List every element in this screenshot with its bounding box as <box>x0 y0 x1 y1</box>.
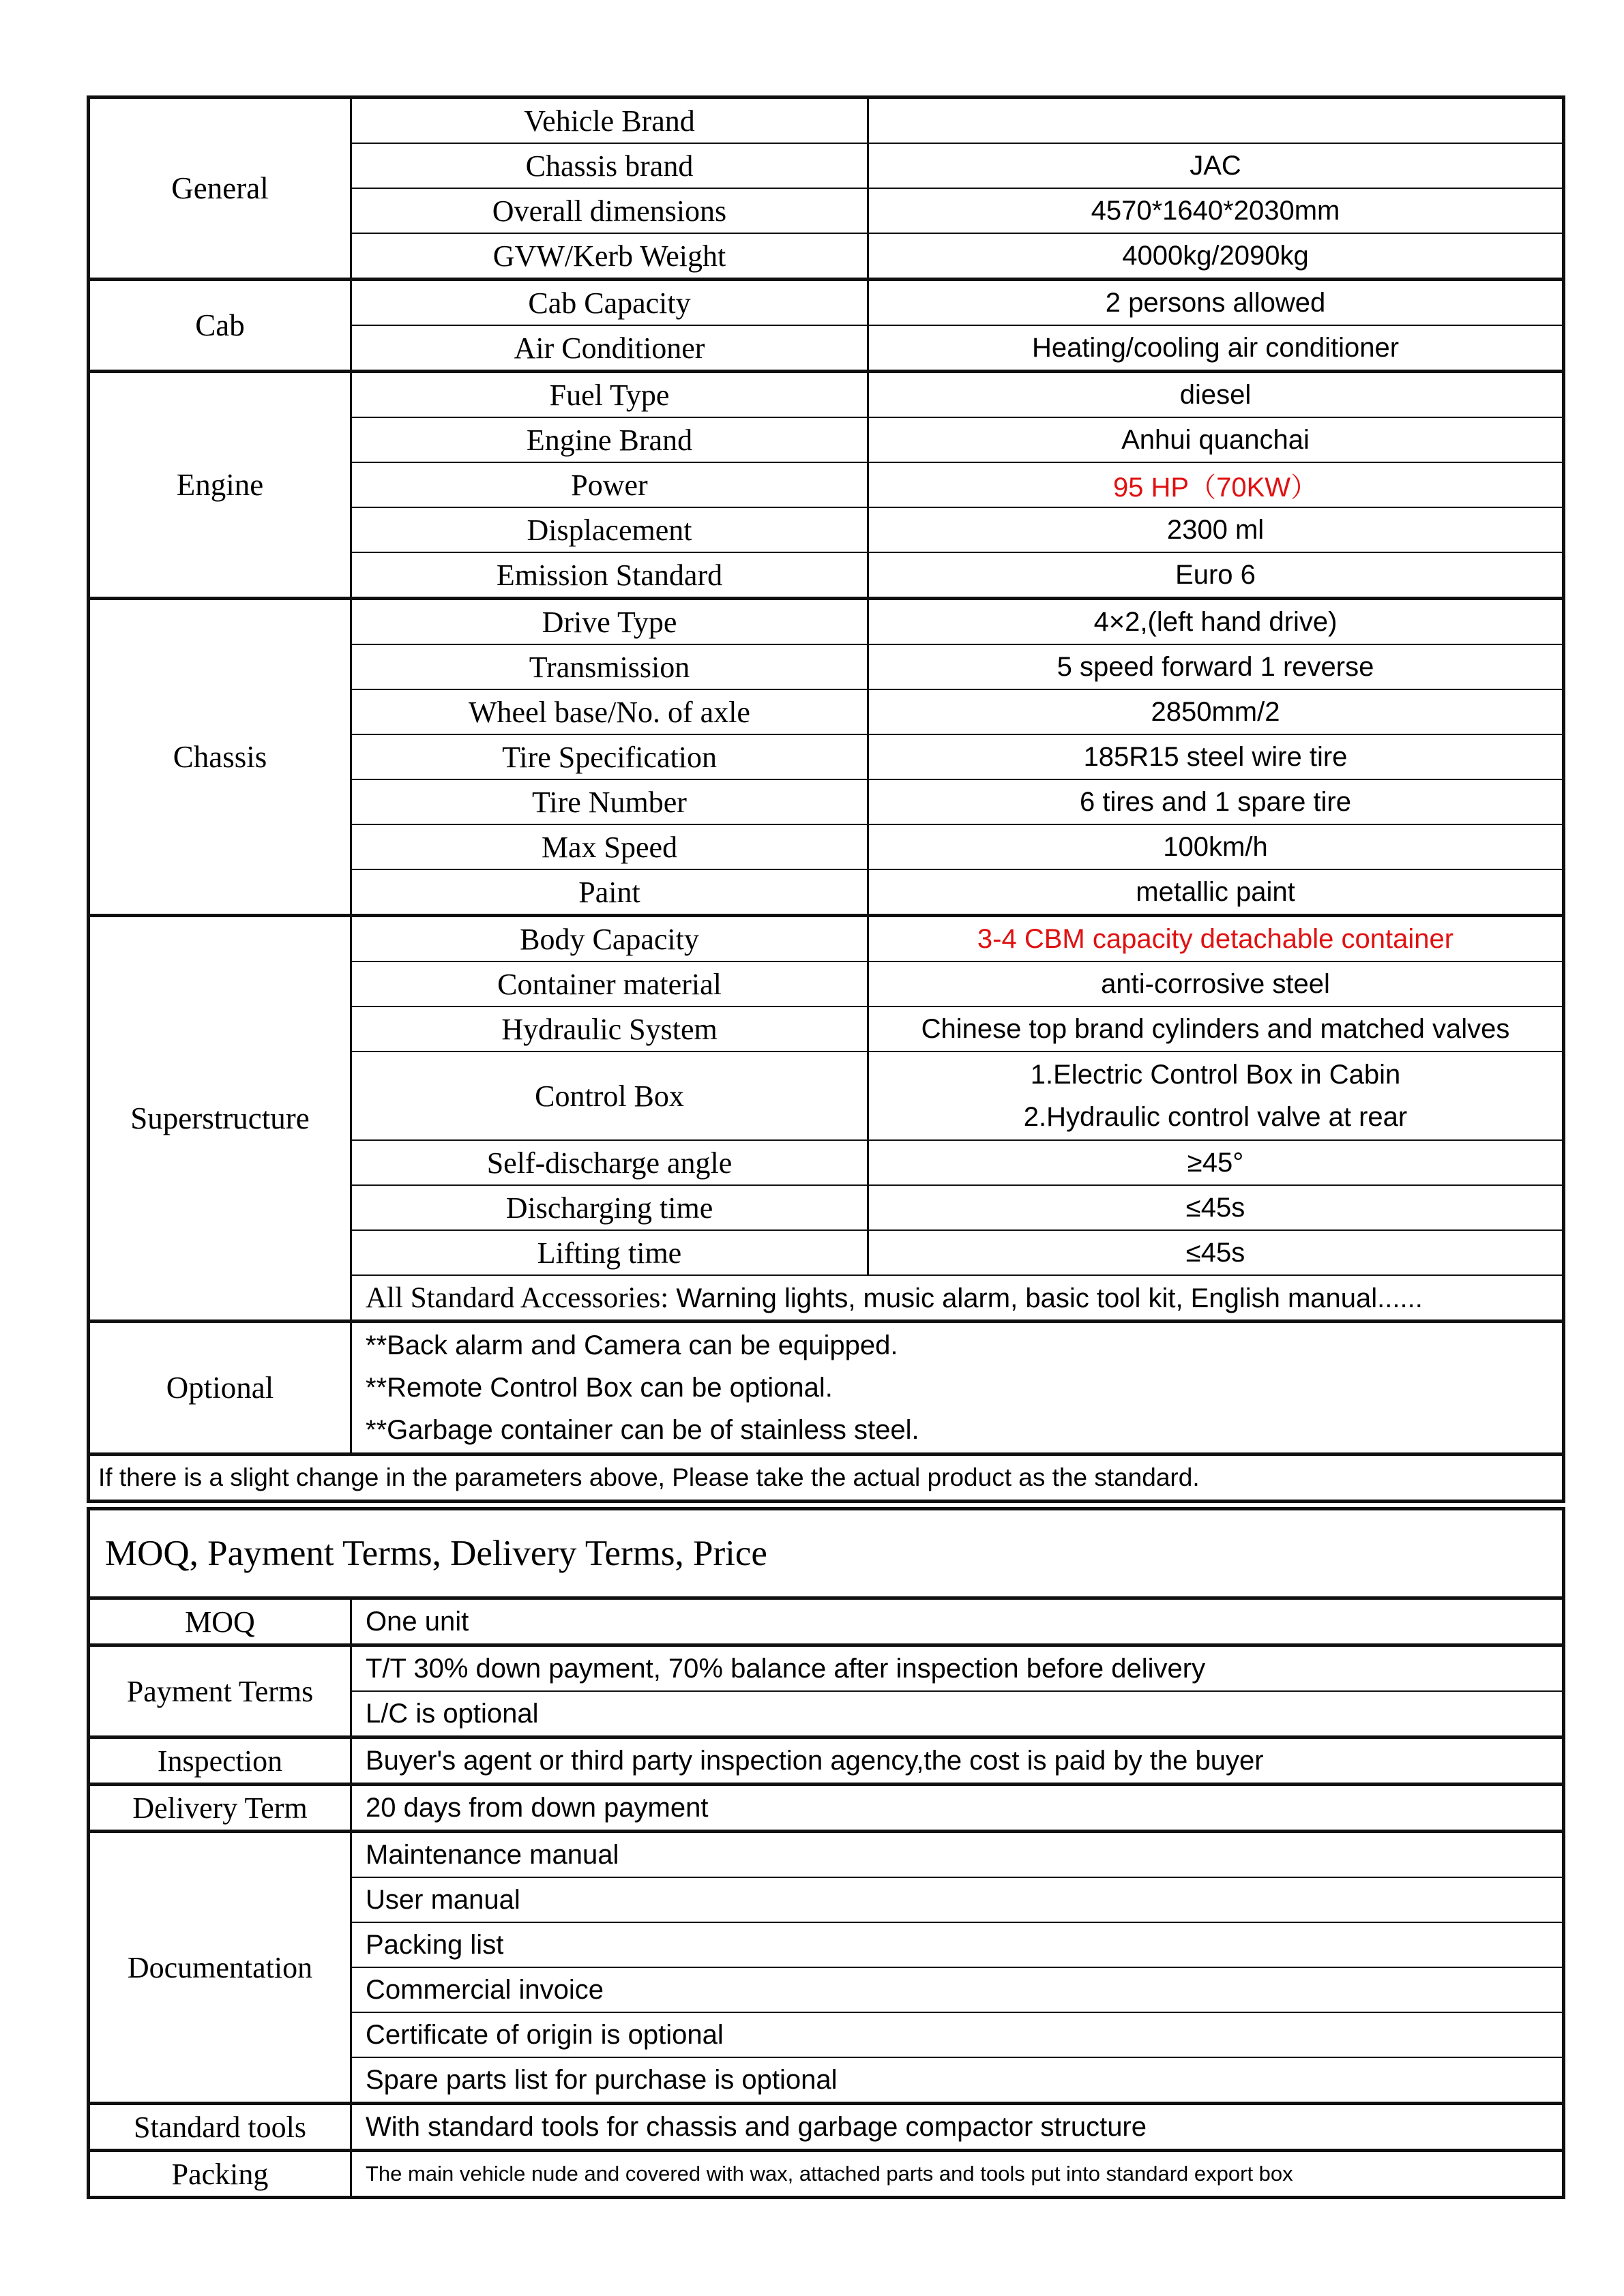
row-value: ≤45s <box>868 1185 1564 1230</box>
optional-line-3: **Garbage container can be of stainless steel. <box>366 1415 919 1445</box>
row-value <box>868 1052 1564 1140</box>
row-label: Displacement <box>351 507 868 552</box>
row-value: Heating/cooling air conditioner <box>868 325 1564 372</box>
row-label: Max Speed <box>351 824 868 869</box>
row-label: GVW/Kerb Weight <box>351 233 868 280</box>
row-value: 6 tires and 1 spare tire <box>868 779 1564 824</box>
table-row <box>89 372 1564 418</box>
term-value: One unit <box>351 1598 1564 1645</box>
table-row <box>89 1645 1564 1692</box>
row-value: 5 speed forward 1 reverse <box>868 644 1564 689</box>
row-value: Chinese top brand cylinders and matched valves <box>868 1007 1564 1052</box>
row-value: 185R15 steel wire tire <box>868 734 1564 779</box>
row-value: 2850mm/2 <box>868 689 1564 734</box>
accessories-note-text: Warning lights, music alarm, basic tool kit, English manual...... <box>668 1283 1423 1313</box>
term-label-inspection: Inspection <box>89 1738 351 1785</box>
optional-line-2: **Remote Control Box can be optional. <box>366 1373 833 1403</box>
row-label: Hydraulic System <box>351 1007 868 1052</box>
term-label-packing: Packing <box>89 2151 351 2198</box>
table-row <box>89 1598 1564 1645</box>
row-value: ≥45° <box>868 1140 1564 1185</box>
terms-table-title: MOQ, Payment Terms, Delivery Terms, Price <box>89 1509 1564 1598</box>
term-value: User manual <box>351 1877 1564 1922</box>
row-value: JAC <box>868 143 1564 188</box>
row-label: Chassis brand <box>351 143 868 188</box>
row-label: Tire Number <box>351 779 868 824</box>
terms-table <box>87 1507 1565 2199</box>
section-label-engine: Engine <box>89 372 351 599</box>
term-value: With standard tools for chassis and garbage compactor structure <box>351 2104 1564 2151</box>
term-label-payment-terms: Payment Terms <box>89 1645 351 1738</box>
row-value: Anhui quanchai <box>868 417 1564 462</box>
table-row <box>89 1832 1564 1878</box>
term-label-standard-tools: Standard tools <box>89 2104 351 2151</box>
table-row <box>89 2104 1564 2151</box>
section-label-chassis: Chassis <box>89 599 351 916</box>
table-row <box>89 1509 1564 1598</box>
term-value: The main vehicle nude and covered with wax, attached parts and tools put into standard export box <box>351 2151 1564 2198</box>
table-row <box>89 1455 1564 1502</box>
row-label: Discharging time <box>351 1185 868 1230</box>
row-value: anti-corrosive steel <box>868 961 1564 1007</box>
term-value: T/T 30% down payment, 70% balance after inspection before delivery <box>351 1645 1564 1692</box>
row-value <box>868 98 1564 144</box>
row-value: diesel <box>868 372 1564 418</box>
row-value: 4×2,(left hand drive) <box>868 599 1564 645</box>
row-label: Drive Type <box>351 599 868 645</box>
row-value: 4570*1640*2030mm <box>868 188 1564 233</box>
table-row <box>89 916 1564 962</box>
row-value-highlighted: 3-4 CBM capacity detachable container <box>868 916 1564 962</box>
vehicle-spec-table <box>87 95 1565 1503</box>
section-label-optional: Optional <box>89 1322 351 1455</box>
term-value: Commercial invoice <box>351 1967 1564 2012</box>
term-label-moq: MOQ <box>89 1598 351 1645</box>
row-value-highlighted: 95 HP（70KW） <box>868 462 1564 507</box>
row-label: Vehicle Brand <box>351 98 868 144</box>
table-row <box>89 1322 1564 1455</box>
optional-notes <box>351 1322 1564 1455</box>
disclaimer-note: If there is a slight change in the parameters above, Please take the actual product as the standard. <box>89 1455 1564 1502</box>
row-label: Emission Standard <box>351 552 868 599</box>
row-label: Transmission <box>351 644 868 689</box>
control-box-line-1: 1.Electric Control Box in Cabin <box>1030 1060 1401 1090</box>
row-value: 4000kg/2090kg <box>868 233 1564 280</box>
section-label-cab: Cab <box>89 280 351 372</box>
row-label: Paint <box>351 869 868 916</box>
row-label: Fuel Type <box>351 372 868 418</box>
section-label-general: General <box>89 98 351 280</box>
optional-line-1: **Back alarm and Camera can be equipped. <box>366 1330 898 1360</box>
row-value: 2 persons allowed <box>868 280 1564 326</box>
term-label-delivery-term: Delivery Term <box>89 1785 351 1832</box>
term-value: L/C is optional <box>351 1691 1564 1738</box>
control-box-line-2: 2.Hydraulic control valve at rear <box>1023 1102 1408 1132</box>
row-value: metallic paint <box>868 869 1564 916</box>
section-label-superstructure: Superstructure <box>89 916 351 1322</box>
row-label: Wheel base/No. of axle <box>351 689 868 734</box>
row-label: Cab Capacity <box>351 280 868 326</box>
accessories-note <box>351 1275 1564 1322</box>
row-label: Engine Brand <box>351 417 868 462</box>
row-label: Overall dimensions <box>351 188 868 233</box>
row-label: Control Box <box>351 1052 868 1140</box>
table-row <box>89 1738 1564 1785</box>
term-value: Spare parts list for purchase is optional <box>351 2057 1564 2104</box>
row-value: 2300 ml <box>868 507 1564 552</box>
row-label: Lifting time <box>351 1230 868 1275</box>
table-row <box>89 1785 1564 1832</box>
accessories-note-prefix: All Standard Accessories: <box>366 1281 669 1314</box>
term-label-documentation: Documentation <box>89 1832 351 2104</box>
row-label: Self-discharge angle <box>351 1140 868 1185</box>
table-row <box>89 599 1564 645</box>
table-row <box>89 280 1564 326</box>
table-row <box>89 98 1564 144</box>
term-value: 20 days from down payment <box>351 1785 1564 1832</box>
row-label: Body Capacity <box>351 916 868 962</box>
term-value: Packing list <box>351 1922 1564 1967</box>
row-label: Tire Specification <box>351 734 868 779</box>
row-value: 100km/h <box>868 824 1564 869</box>
row-value: Euro 6 <box>868 552 1564 599</box>
row-value: ≤45s <box>868 1230 1564 1275</box>
row-label: Container material <box>351 961 868 1007</box>
row-label: Air Conditioner <box>351 325 868 372</box>
row-label: Power <box>351 462 868 507</box>
term-value: Maintenance manual <box>351 1832 1564 1878</box>
term-value: Buyer's agent or third party inspection agency,the cost is paid by the buyer <box>351 1738 1564 1785</box>
term-value: Certificate of origin is optional <box>351 2012 1564 2057</box>
table-row <box>89 2151 1564 2198</box>
